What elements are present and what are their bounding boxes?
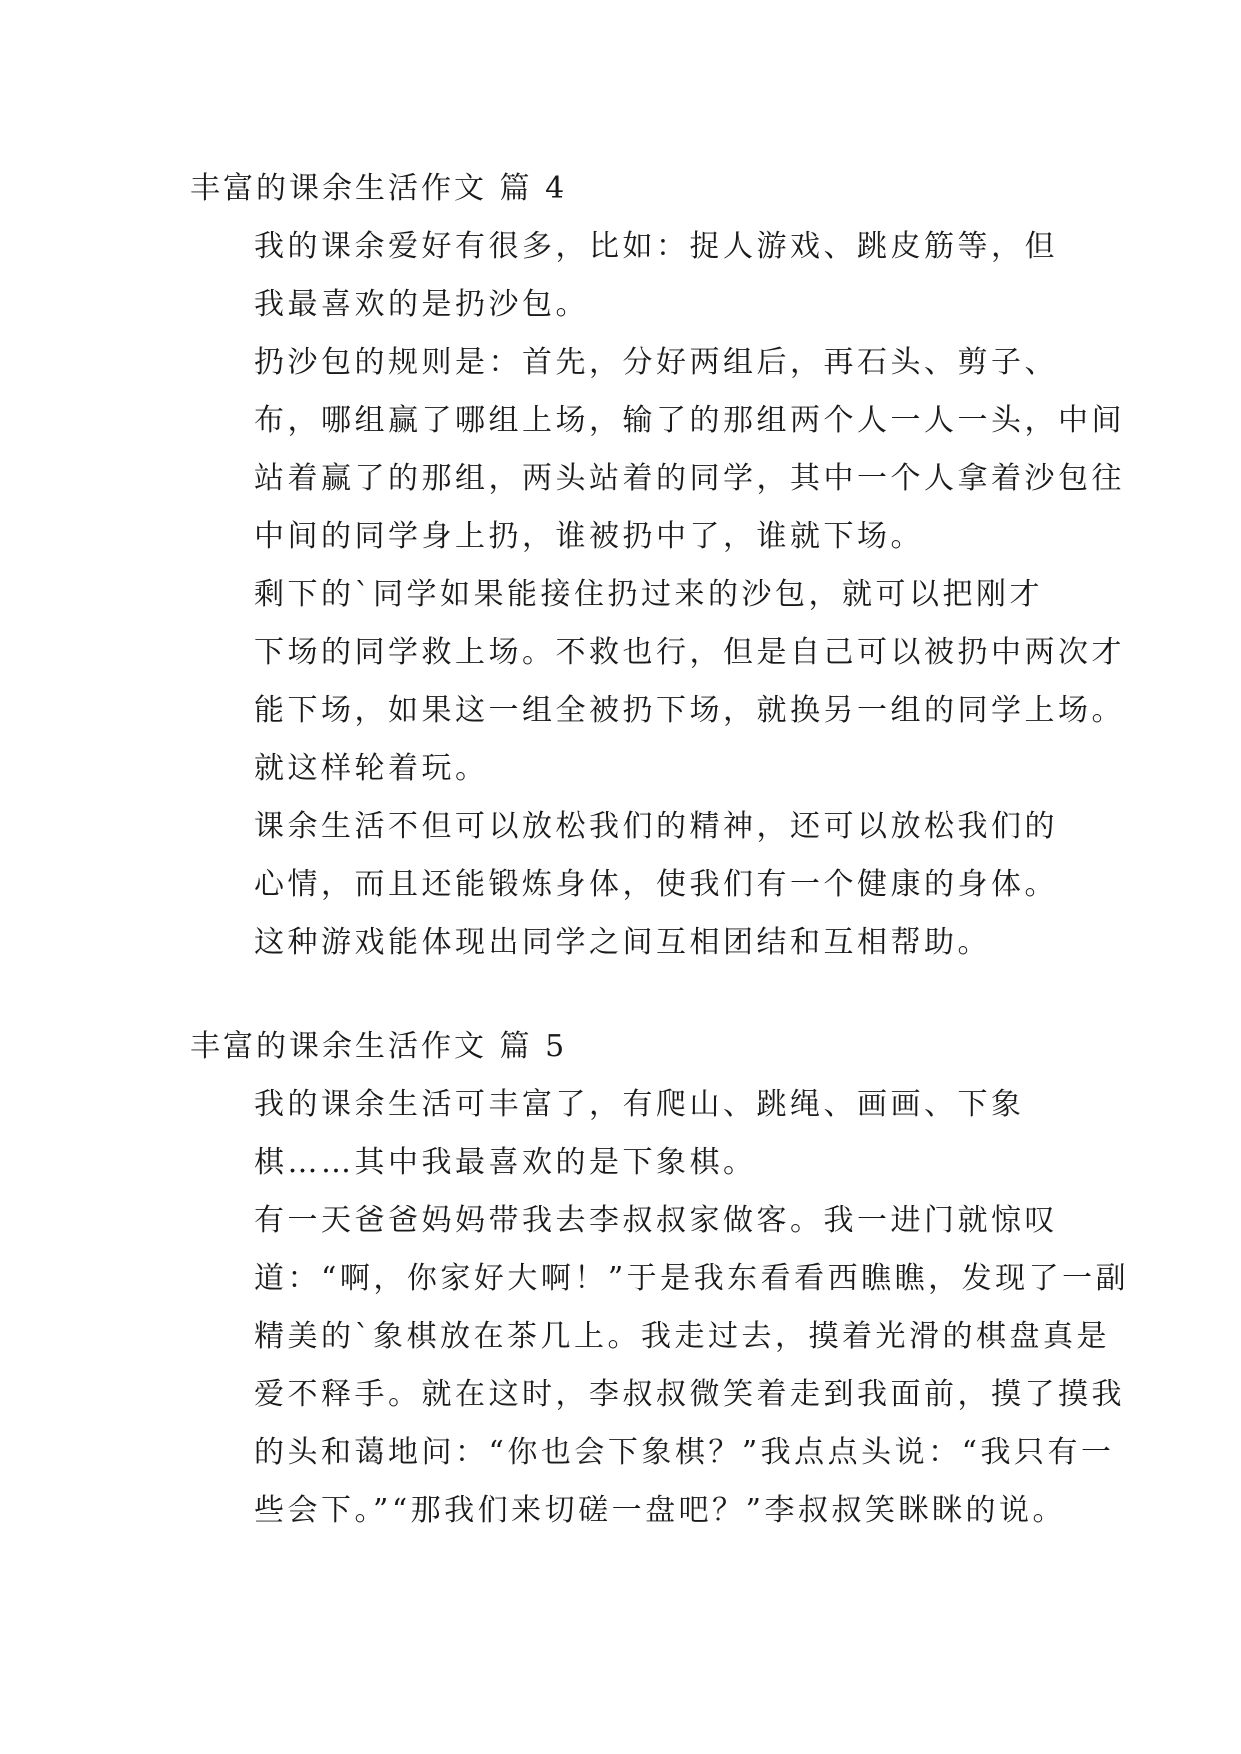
document-page bbox=[190, 160, 1130, 1540]
paragraph bbox=[190, 1192, 1130, 1540]
text-line: 我的课余生活可丰富了，有爬山、跳绳、画画、下象 bbox=[254, 1087, 1025, 1122]
text-line: 些会下。”“那我们来切磋一盘吧？”李叔叔笑眯眯的说。 bbox=[254, 1493, 1067, 1528]
paragraph bbox=[190, 218, 1070, 334]
text-line: 的头和蔼地问：“你也会下象棋？”我点点头说：“我只有一 bbox=[254, 1435, 1115, 1470]
text-line: 这种游戏能体现出同学之间互相团结和互相帮助。 bbox=[254, 925, 991, 960]
text-line: 扔沙包的规则是：首先，分好两组后，再石头、剪子、 bbox=[254, 345, 1058, 380]
text-line: 棋……其中我最喜欢的是下象棋。 bbox=[254, 1145, 757, 1180]
essay-section-4 bbox=[190, 160, 1125, 972]
text-line: 就这样轮着玩。 bbox=[254, 751, 489, 786]
text-line: 课余生活不但可以放松我们的精神，还可以放松我们的 bbox=[254, 809, 1058, 844]
essay-section-5 bbox=[190, 1018, 1130, 1540]
paragraph bbox=[190, 334, 1125, 566]
text-line: 我的课余爱好有很多，比如：捉人游戏、跳皮筋等，但 bbox=[254, 229, 1058, 264]
text-line: 道：“啊，你家好大啊！”于是我东看看西瞧瞧，发现了一副 bbox=[254, 1261, 1130, 1296]
section-heading: 丰富的课余生活作文 篇 5 bbox=[190, 1029, 568, 1064]
text-line: 心情，而且还能锻炼身体，使我们有一个健康的身体。 bbox=[254, 867, 1058, 902]
section-heading: 丰富的课余生活作文 篇 4 bbox=[190, 171, 568, 206]
text-line: 有一天爸爸妈妈带我去李叔叔家做客。我一进门就惊叹 bbox=[254, 1203, 1058, 1238]
text-line: 站着赢了的那组，两头站着的同学，其中一个人拿着沙包往 bbox=[254, 461, 1125, 496]
paragraph bbox=[190, 914, 1070, 972]
text-line: 中间的同学身上扔，谁被扔中了，谁就下场。 bbox=[254, 519, 924, 554]
text-line: 下场的同学救上场。不救也行，但是自己可以被扔中两次才 bbox=[254, 635, 1125, 670]
paragraph bbox=[190, 1076, 1070, 1192]
text-line: 精美的`象棋放在茶几上。我走过去，摸着光滑的棋盘真是 bbox=[254, 1319, 1110, 1354]
paragraph bbox=[190, 798, 1070, 914]
paragraph bbox=[190, 566, 1125, 798]
text-line: 剩下的`同学如果能接住扔过来的沙包，就可以把刚才 bbox=[254, 577, 1043, 612]
text-line: 爱不释手。就在这时，李叔叔微笑着走到我面前，摸了摸我 bbox=[254, 1377, 1125, 1412]
text-line: 我最喜欢的是扔沙包。 bbox=[254, 287, 589, 322]
text-line: 能下场，如果这一组全被扔下场，就换另一组的同学上场。 bbox=[254, 693, 1125, 728]
text-line: 布，哪组赢了哪组上场，输了的那组两个人一人一头，中间 bbox=[254, 403, 1125, 438]
